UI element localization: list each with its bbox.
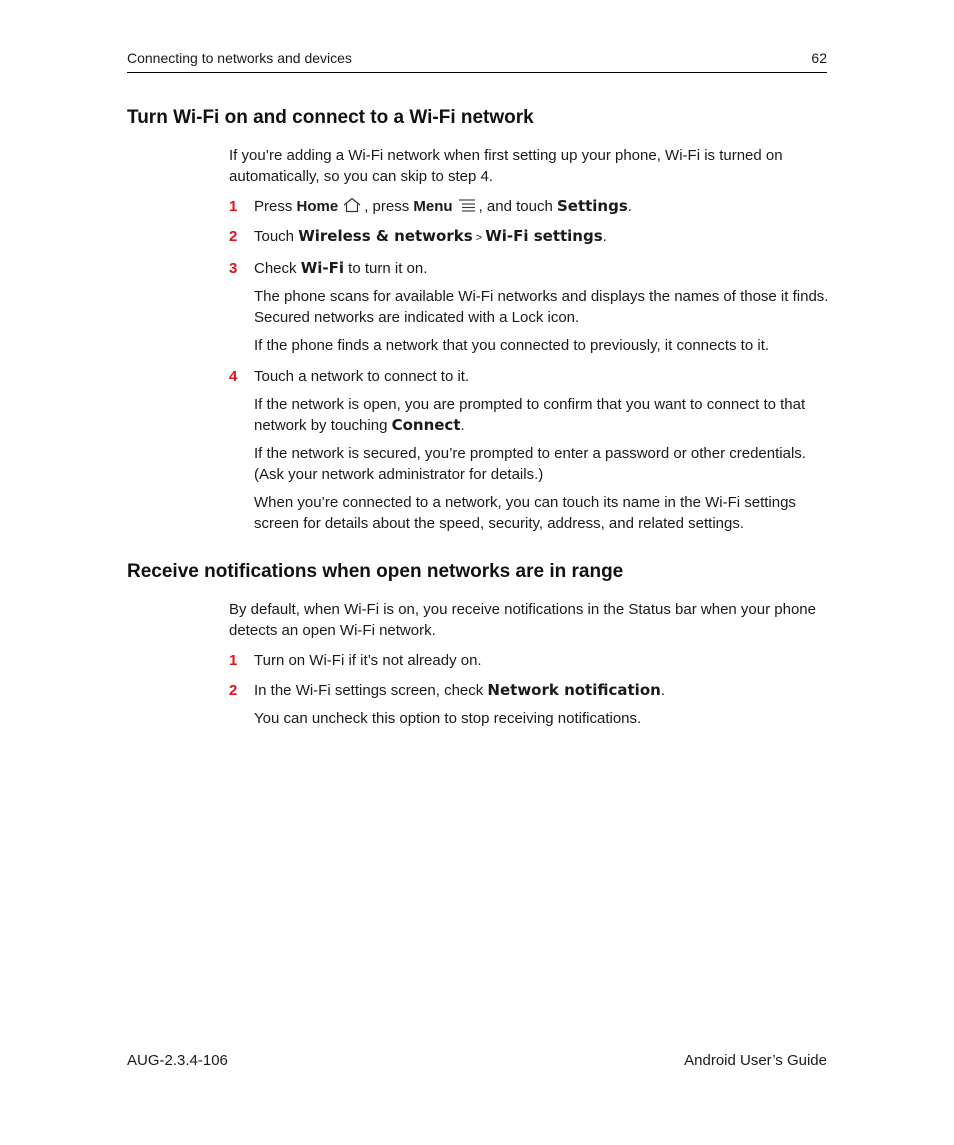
step-4-note-secured: If the network is secured, you’re prompted to enter a password or other credentials. (Ask your network administrator for details.): [254, 445, 806, 483]
step-1: 1 Press Home , press Menu , and touch Settings.: [229, 197, 632, 215]
menu-icon: [457, 197, 477, 213]
step-2-note: You can uncheck this option to stop receiving notifications.: [254, 710, 642, 727]
step-number: 1: [229, 652, 238, 669]
header-rule: [127, 72, 827, 73]
step-4-note-open: If the network is open, you are prompted to confirm that you want to connect to that network by touching Connect.: [254, 396, 806, 434]
guide-title: Android User’s Guide: [684, 1052, 827, 1069]
intro-paragraph: By default, when Wi-Fi is on, you receive notifications in the Status bar when your phone detects an open Wi-Fi network.: [229, 601, 816, 639]
section-heading-wifi: Turn Wi-Fi on and connect to a Wi-Fi network: [127, 107, 534, 128]
step-number: 2: [229, 682, 238, 699]
page-number: 62: [811, 50, 827, 66]
wifi-settings-label: Wi-Fi settings: [485, 227, 603, 245]
breadcrumb-separator: >: [472, 232, 486, 244]
intro-paragraph: If you’re adding a Wi-Fi network when first setting up your phone, Wi-Fi is turned on automatically, so you can skip to step 4.: [229, 147, 783, 185]
step-number: 4: [229, 368, 238, 385]
section-heading-notifications: Receive notifications when open networks are in range: [127, 561, 624, 582]
header-section-title: Connecting to networks and devices: [127, 50, 352, 66]
menu-key-label: Menu: [413, 198, 453, 215]
section-body-notifications: [229, 599, 829, 729]
running-footer: [127, 1052, 827, 1070]
step-number: 1: [229, 198, 238, 215]
step-number: 3: [229, 260, 238, 277]
connect-label: Connect: [391, 416, 461, 434]
step-3: 3 Check Wi-Fi to turn it on.: [229, 259, 428, 277]
document-id: AUG-2.3.4-106: [127, 1052, 228, 1069]
section-body-wifi: [229, 145, 829, 534]
network-notification-label: Network notification: [487, 681, 661, 699]
step-number: 2: [229, 228, 238, 245]
home-key-label: Home: [296, 198, 339, 215]
home-icon: [342, 197, 362, 213]
running-header: [127, 49, 827, 67]
step-4: 4 Touch a network to connect to it.: [229, 368, 470, 385]
step-2: 2 In the Wi-Fi settings screen, check Network notification.: [229, 681, 665, 699]
step-4-note-connected: When you’re connected to a network, you can touch its name in the Wi-Fi settings screen for details about the speed, security, address, and related settings.: [254, 494, 796, 532]
step-3-note-reconnect: If the phone finds a network that you connected to previously, it connects to it.: [254, 337, 770, 354]
step-2: 2 Touch Wireless & networks > Wi-Fi settings.: [229, 227, 607, 245]
step-1: 1 Turn on Wi-Fi if it’s not already on.: [229, 652, 482, 669]
step-3-note-scan: The phone scans for available Wi-Fi networks and displays the names of those it finds. Secured networks are indicated with a Lock icon.: [254, 288, 829, 326]
settings-label: Settings: [556, 197, 628, 215]
wireless-networks-label: Wireless & networks: [298, 227, 473, 245]
wifi-label: Wi-Fi: [300, 259, 344, 277]
